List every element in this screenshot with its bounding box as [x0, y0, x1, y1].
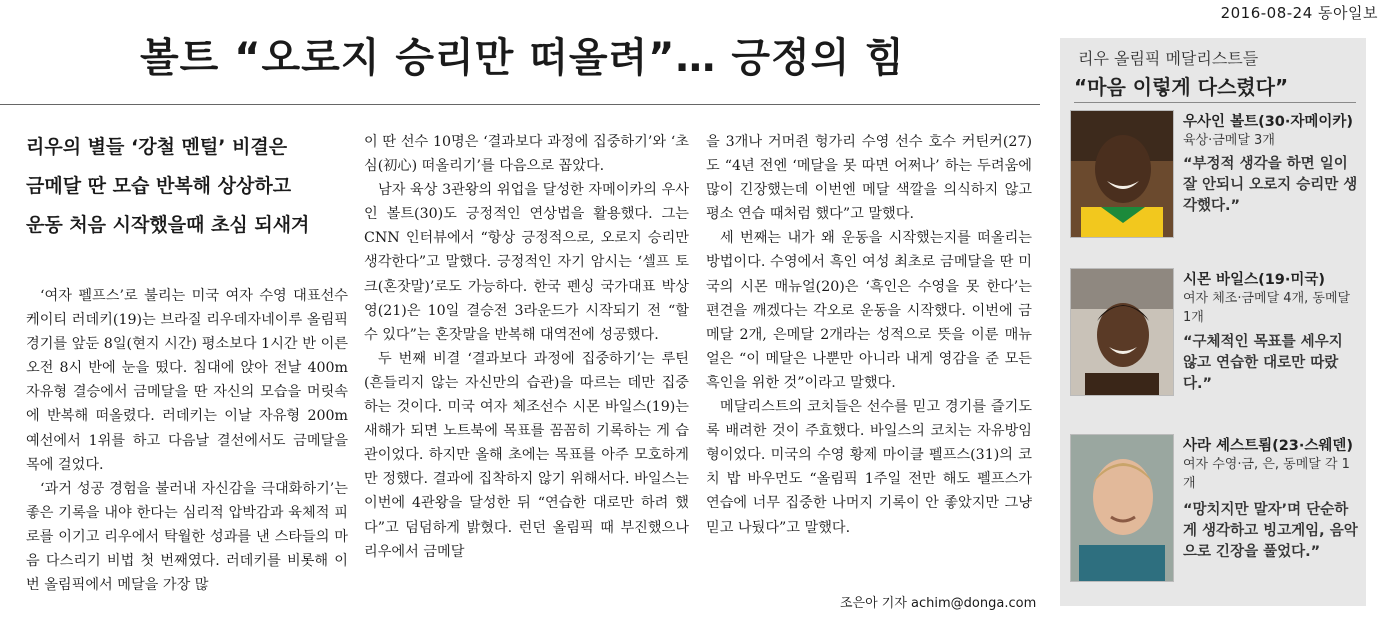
- athlete-name: 우사인 볼트(30·자메이카): [1183, 114, 1354, 130]
- paragraph: 메달리스트의 코치들은 선수를 믿고 경기를 즐기도록 배려한 것이 주효했다. 바일스의 코치는 자유방임형이었다. 미국의 수영 황제 마이클 펠프스(31)의 코치 밥 바우먼도 “올림픽 1주일 전만 해도 펠프스가 연습에 너무 집중한 나머지 기록이 안 좋았지만 그냥 믿고 나뒀다”고 말했다.: [706, 399, 1032, 536]
- masthead-date: 2016-08-24 동아일보: [1220, 4, 1378, 22]
- headline: 볼트 “오로지 승리만 떠올려”… 긍정의 힘: [140, 35, 905, 81]
- subhead-line: 운동 처음 시작했을때 초심 되새겨: [26, 214, 310, 236]
- body-column-1: [26, 284, 348, 597]
- subheadline: [26, 128, 346, 245]
- subhead-line: 금메달 딴 모습 반복해 상상하고: [26, 175, 292, 197]
- paragraph: 두 번째 비결 ‘결과보다 과정에 집중하기’는 루틴(흔들리지 않는 자신만의 습관)을 따르는 데만 집중하는 것이다. 미국 여자 체조선수 시몬 바일스(19)는 새해가 되면 노트북에 목표를 꼼꼼히 기록하는 게 습관이었다. 하지만 올해 초에는 목표를 아주 모호하게만 정했다. 결과에 집착하지 않기 위해서다. 바일스는 이번에 4관왕을 달성한 뒤 “연습한 대로만 하려 했다”고 덤덤하게 밝혔다. 런던 올림픽 때 부진했으나 리우에서 금메달: [364, 350, 689, 560]
- sidebar-box: [1060, 38, 1366, 606]
- athlete-name: 사라 셰스트룀(23·스웨덴): [1183, 438, 1354, 454]
- athlete-quote: “망치지만 말자’며 단순하게 생각하고 빙고게임, 음악으로 긴장을 풀었다.”: [1183, 502, 1358, 560]
- body-column-2: [364, 130, 689, 564]
- sidebar-rule: [1074, 102, 1356, 103]
- athlete-name: 시몬 바일스(19·미국): [1183, 272, 1326, 288]
- subhead-line: 리우의 별들 ‘강철 멘털’ 비결은: [26, 136, 288, 158]
- athlete-quote: “구체적인 목표를 세우지 않고 연습한 대로만 따랐다.”: [1183, 334, 1343, 392]
- byline: 조은아 기자 achim@donga.com: [840, 596, 1037, 611]
- athlete-desc: 육상·금메달 3개: [1183, 133, 1275, 148]
- paragraph: 을 3개나 거머쥔 헝가리 수영 선수 호수 커틴커(27)도 “4년 전엔 ‘메달을 못 따면 어쩌나’ 하는 두려움에 많이 긴장했는데 이번엔 메달 색깔을 의식하지 않고 평소 연습 때처럼 했다”고 말했다.: [706, 134, 1032, 223]
- paragraph: 남자 육상 3관왕의 위업을 달성한 자메이카의 우사인 볼트(30)도 긍정적인 연상법을 활용했다. 그는 CNN 인터뷰에서 “항상 긍정적으로, 오로지 승리만 생각한다”고 말했다. 긍정적인 자기 암시는 ‘셀프 토크(혼잣말)’로도 가능하다. 한국 펜싱 국가대표 박상영(21)은 10일 결승전 3라운드가 시작되기 전 “할 수 있다”는 혼잣말을 반복해 대역전에 성공했다.: [364, 182, 689, 343]
- paragraph: 이 딴 선수 10명은 ‘결과보다 과정에 집중하기’와 ‘초심(初心) 떠올리기’를 다음으로 꼽았다.: [364, 134, 689, 175]
- athlete-desc: 여자 수영·금, 은, 동메달 각 1개: [1183, 457, 1350, 491]
- sidebar-subtitle: “마음 이렇게 다스렸다”: [1074, 75, 1289, 99]
- sidebar-title: 리우 올림픽 메달리스트들: [1078, 49, 1259, 68]
- athlete-photo: [1070, 110, 1174, 238]
- paragraph: 세 번째는 내가 왜 운동을 시작했는지를 떠올리는 방법이다. 수영에서 흑인 여성 최초로 금메달을 딴 미국의 시몬 매뉴얼(20)은 ‘흑인은 수영을 못 한다’는 편견을 깨겠다는 각오로 운동을 시작했다. 이번에 금메달 2개, 은메달 2개라는 성적으로 뜻을 이룬 매뉴얼은 “이 메달은 나뿐만 아니라 내게 영감을 준 모든 흑인을 위한 것”이라고 말했다.: [706, 230, 1032, 391]
- paragraph: ‘과거 성공 경험을 불러내 자신감을 극대화하기’는 좋은 기록을 내야 한다는 심리적 압박감과 육체적 피로를 이기고 리우에서 탁월한 성과를 낸 스타들의 마음 다스리기 비법 첫 번째였다. 러데키를 비롯해 이번 올림픽에서 메달을 가장 많: [26, 480, 348, 594]
- athlete-quote: “부정적 생각을 하면 일이 잘 안되니 오로지 승리만 생각했다.”: [1183, 156, 1358, 214]
- athlete-photo: [1070, 268, 1174, 396]
- athlete-photo: [1070, 434, 1174, 582]
- athlete-desc: 여자 체조·금메달 4개, 동메달 1개: [1183, 291, 1351, 325]
- headline-rule: [0, 104, 1040, 105]
- paragraph: ‘여자 펠프스’로 불리는 미국 여자 수영 대표선수 케이티 러데키(19)는 브라질 리우데자네이루 올림픽 경기를 앞둔 8일(현지 시간) 평소보다 1시간 반 이른 오전 8시 반에 눈을 떴다. 침대에 앉아 전날 400m 자유형 결승에서 금메달을 딴 자신의 모습을 머릿속에 반복해 떠올렸다. 러데키는 이날 자유형 200m 예선에서 1위를 하고 다음날 결선에서도 금메달을 목에 걸었다.: [26, 288, 348, 473]
- body-column-3: [706, 130, 1032, 540]
